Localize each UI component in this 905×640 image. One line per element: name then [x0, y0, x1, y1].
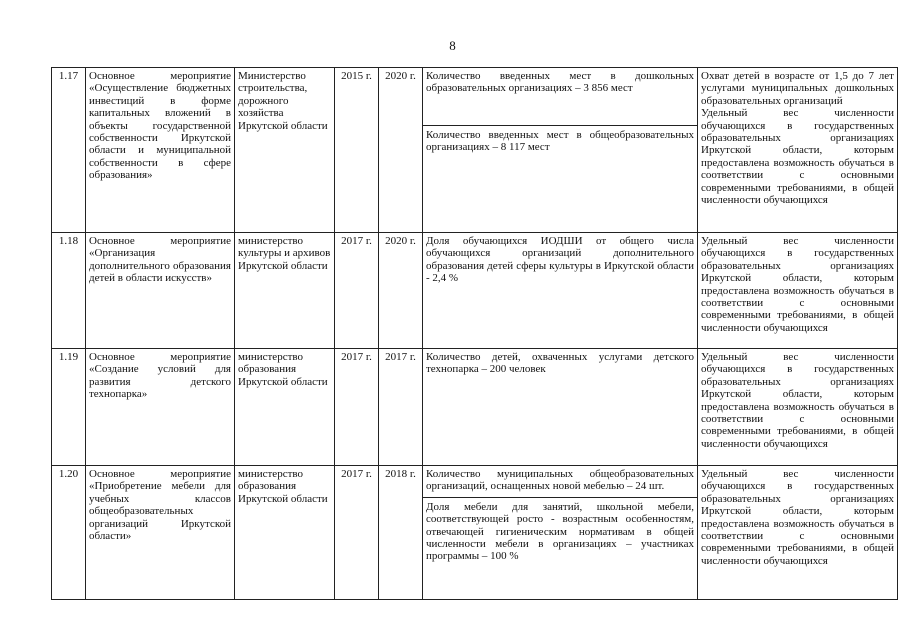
indicators-cell	[423, 466, 698, 600]
executor: Министерство строительства, дорожного хозяйства Иркутской области	[235, 68, 335, 233]
row-number: 1.19	[52, 349, 86, 466]
row-number: 1.17	[52, 68, 86, 233]
program-table	[51, 67, 898, 600]
start-year: 2017 г.	[335, 349, 379, 466]
result-text: Удельный вес численности обучающихся в государственных образовательных организациях Иркутской области, которым предоставлена возможность обучаться в соответствии с основными современными требованиями, в общей численности обучающихся	[701, 351, 894, 450]
start-year: 2017 г.	[335, 466, 379, 600]
result-cell	[698, 233, 898, 349]
event-name: Основное мероприятие «Организация дополнительного образования детей в области искусств»	[86, 233, 235, 349]
indicator: Доля мебели для занятий, школьной мебели, соответствующей росто - возрастным особенностям, отвечающей гигиеническим нормативам в общей численности мебели в организациях – участниках программы – 100 %	[423, 497, 697, 563]
indicators-cell	[423, 233, 698, 349]
indicators-cell	[423, 349, 698, 466]
table-row	[52, 349, 898, 466]
result-text: Удельный вес численности обучающихся в государственных образовательных организациях Иркутской области, которым предоставлена возможность обучаться в соответствии с основными современными требованиями, в общей численности обучающихся	[701, 468, 894, 567]
indicator: Количество муниципальных общеобразовательных организаций, оснащенных новой мебелью – 24 шт.	[426, 468, 694, 493]
event-name: Основное мероприятие «Создание условий для развития детского технопарка»	[86, 349, 235, 466]
result-cell	[698, 349, 898, 466]
indicators-cell	[423, 68, 698, 233]
table-row	[52, 68, 898, 233]
start-year: 2015 г.	[335, 68, 379, 233]
result-cell	[698, 68, 898, 233]
event-name: Основное мероприятие «Осуществление бюджетных инвестиций в форме капитальных вложений в объекты государственной собственности Иркутской области и муниципальной собственности в сфере образования»	[86, 68, 235, 233]
result-text: Удельный вес численности обучающихся в государственных образовательных организациях Иркутской области, которым предоставлена возможность обучаться в соответствии с основными современными требованиями, в общей численности обучающихся	[701, 235, 894, 334]
end-year: 2020 г.	[379, 233, 423, 349]
event-name: Основное мероприятие «Приобретение мебели для учебных классов общеобразовательных организаций Иркутской области»	[86, 466, 235, 600]
indicator: Доля обучающихся ИОДШИ от общего числа обучающихся организаций дополнительного образования детей сферы культуры в Иркутской области - 2,4 %	[426, 235, 694, 285]
start-year: 2017 г.	[335, 233, 379, 349]
executor: министерство образования Иркутской области	[235, 349, 335, 466]
end-year: 2017 г.	[379, 349, 423, 466]
indicator: Количество детей, охваченных услугами детского технопарка – 200 человек	[426, 351, 694, 376]
executor: министерство образования Иркутской области	[235, 466, 335, 600]
indicator: Количество введенных мест в общеобразовательных организациях – 8 117 мест	[423, 125, 697, 154]
row-number: 1.20	[52, 466, 86, 600]
result-text: Охват детей в возрасте от 1,5 до 7 лет услугами муниципальных дошкольных образовательных организаций	[701, 70, 894, 107]
end-year: 2020 г.	[379, 68, 423, 233]
indicator: Количество введенных мест в дошкольных образовательных организациях – 3 856 мест	[426, 70, 694, 95]
table-row	[52, 466, 898, 600]
result-cell	[698, 466, 898, 600]
end-year: 2018 г.	[379, 466, 423, 600]
table-row	[52, 233, 898, 349]
row-number: 1.18	[52, 233, 86, 349]
page-number: 8	[449, 38, 456, 53]
result-text: Удельный вес численности обучающихся в государственных образовательных организациях Иркутской области, которым предоставлена возможность обучаться в соответствии с основными современными требованиями, в общей численности обучающихся	[701, 107, 894, 207]
executor: министерство культуры и архивов Иркутской области	[235, 233, 335, 349]
